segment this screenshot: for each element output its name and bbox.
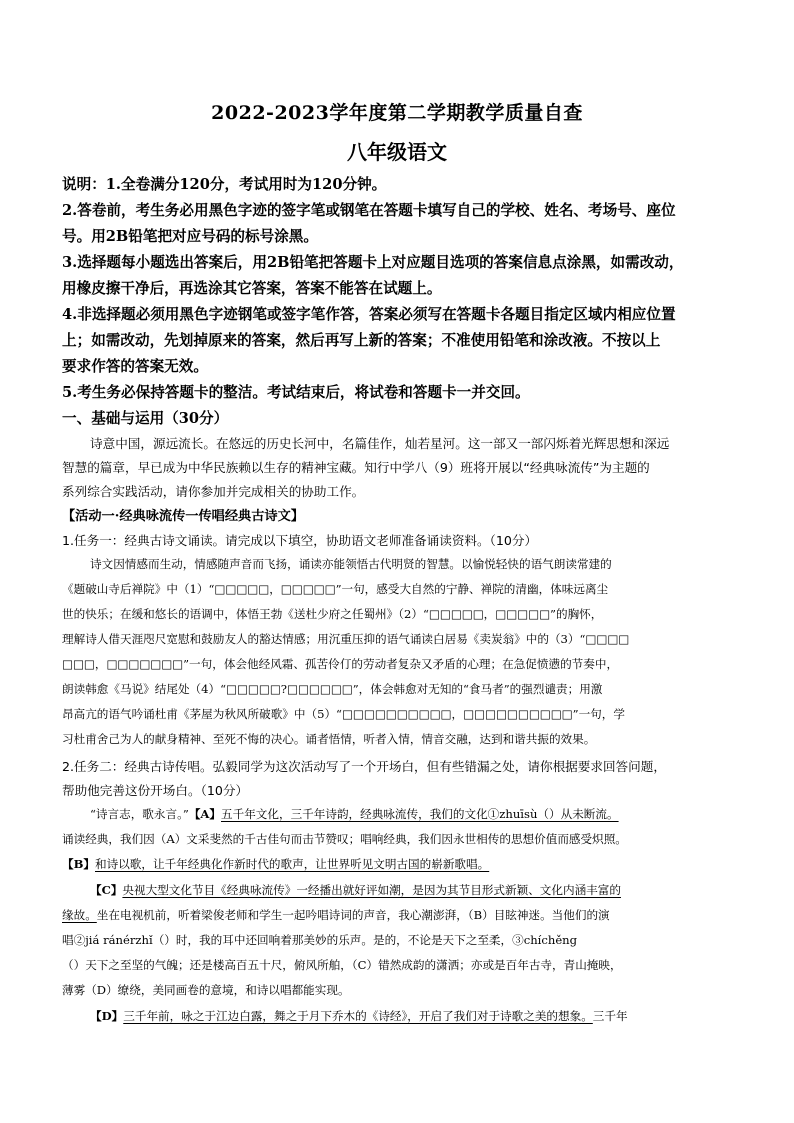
instruction-line: 2.答卷前，考生务必用黑色字迹的签字笔或钢笔在答题卡填写自己的学校、姓名、考场号、座位 — [62, 202, 676, 219]
instruction-line: 5.考生务必保持答题卡的整洁。考试结束后，将试卷和答题卡一并交回。 — [62, 384, 530, 401]
recitation-line: 昂高亢的语气吟诵杜甫《茅屋为秋风所破歌》中（5）“□□□□□□□□□□，□□□□□□□□□□”一句，学 — [62, 707, 625, 721]
instruction-line: 3.选择题每小题选出答案后，用2B铅笔把答题卡上对应题目选项的答案信息点涂黑，如需改动， — [62, 254, 684, 271]
recitation-line: 理解诗人借天涯咫尺宽慰和鼓励友人的豁达情感；用沉重压抑的语气诵读白居易《卖炭翁》中的（3）“□□□□ — [62, 632, 630, 646]
underlined-sentence: 缘故。 — [62, 908, 97, 922]
instruction-line: 号。用2B铅笔把对应号码的标号涂黑。 — [62, 228, 318, 245]
recitation-line: 诗文因情感而生动，情感随声音而飞扬，诵读亦能领悟古代明贤的智慧。以愉悦轻快的语气朗读常建的 — [90, 557, 612, 571]
instruction-line: 4.非选择题必须用黑色字迹钢笔或签字笔作答，答案必须写在答题卡各题目指定区域内相应位置 — [62, 306, 676, 323]
marker-b: 【B】 — [62, 857, 95, 871]
section-heading: 一、基础与运用（30分） — [62, 410, 229, 427]
recitation-line: 世的快乐；在缓和悠长的语调中，体悟王勃《送杜少府之任蜀州》（2）“□□□□□，□□□□□”的胸怀， — [62, 607, 603, 621]
underlined-sentence: 央视大型文化节目《经典咏流传》一经播出就好评如潮，是因为其节目形式新颖、文化内涵丰富的 — [122, 883, 621, 897]
quote-text: “诗言志，歌永言。” — [90, 807, 189, 821]
opening-line — [90, 1008, 628, 1024]
opening-line: 唱②jiá ránérzhǐ（）时，我的耳中还回响着那美妙的乐声。是的，不论是天下之至柔，③chíchěng — [62, 933, 578, 947]
underlined-sentence: 三千年前，咏之于江边白露，舞之于月下乔木的《诗经》，开启了我们对于诗歌之美的想象。 — [123, 1009, 593, 1023]
instruction-line: 说明：1.全卷满分120分，考试用时为120分钟。 — [62, 176, 387, 193]
opening-line — [62, 856, 489, 872]
marker-d: 【D】 — [90, 1009, 124, 1023]
intro-line: 系列综合实践活动，请你参加并完成相关的协助工作。 — [62, 484, 365, 499]
intro-line: 智慧的篇章，早已成为中华民族赖以生存的精神宝藏。知行中学八（9）班将开展以“经典咏流传”为主题的 — [62, 460, 650, 475]
task-title: 1.任务一：经典古诗文诵读。请完成以下填空，协助语文老师准备诵读资料。（10分） — [62, 533, 538, 548]
underlined-sentence: 和诗以歌，让千年经典化作新时代的歌声，让世界听见文明古国的崭新歌唱。 — [95, 857, 490, 871]
task-title: 帮助他完善这份开场白。（10分） — [62, 783, 249, 798]
underlined-sentence: 五千年文化，三千年诗韵，经典咏流传，我们的文化①zhuīsù（）从未断流。 — [221, 807, 619, 821]
recitation-line: 《题破山寺后禅院》中（1）“□□□□□，□□□□□”一句，感受大自然的宁静、禅院的清幽，体味远离尘 — [62, 582, 609, 596]
opening-line: （）天下之至坚的气魄；还是楼高百五十尺，俯风所舶，（C）错然成韵的潇洒；亦或是百年古寺，青山掩映， — [62, 958, 622, 972]
opening-line — [90, 806, 619, 822]
activity-heading: 【活动一·经典咏流传一传唱经典古诗文】 — [62, 509, 304, 524]
exam-subtitle: 八年级语文 — [347, 140, 447, 164]
recitation-line: 习杜甫舍己为人的献身精神、至死不悔的决心。诵者悟情，听者入情，情音交融，达到和谐共振的效果。 — [62, 732, 596, 746]
exam-title: 2022-2023学年度第二学期教学质量自查 — [211, 102, 583, 124]
plain-text: 坐在电视机前，听着梁俊老师和学生一起吟唱诗词的声音，我心潮澎湃，（B）目眩神迷。当他们的演 — [96, 908, 610, 922]
recitation-line: □□□，□□□□□□□”一句，体会他经风霜、孤苦伶仃的劳动者复杂又矛盾的心理；在急促愤懑的节奏中， — [62, 657, 619, 671]
marker-a: 【A】 — [188, 807, 221, 821]
instruction-line: 要求作答的答案无效。 — [62, 358, 208, 375]
recitation-line: 朗读韩愈《马说》结尾处（4）“□□□□□?□□□□□□”，体会韩愈对无知的“食马者”的强烈谴责；用激 — [62, 682, 603, 696]
instruction-line: 用橡皮擦干净后，再选涂其它答案，答案不能答在试题上。 — [62, 280, 442, 297]
opening-line — [90, 882, 621, 898]
opening-line: 诵读经典，我们因（A）文采斐然的千古佳句而击节赞叹；唱响经典，我们因永世相传的思想价值而感受炽照。 — [62, 832, 627, 846]
intro-line: 诗意中国，源远流长。在悠远的历史长河中，名篇佳作，灿若星河。这一部又一部闪烁着光辉思想和深远 — [90, 436, 670, 451]
instruction-line: 上；如需改动，先划掉原来的答案，然后再写上新的答案；不准使用铅笔和涂改液。不按以上 — [62, 332, 661, 349]
opening-line: 薄雾（D）缭绕，美同画卷的意境，和诗以唱都能实现。 — [62, 983, 350, 997]
plain-text: 三千年 — [592, 1009, 628, 1023]
opening-line — [62, 907, 610, 923]
task-title: 2.任务二：经典古诗传唱。弘毅同学为这次活动写了一个开场白，但有些错漏之处，请你根据要求回答问题， — [62, 759, 666, 774]
marker-c: 【C】 — [90, 883, 123, 897]
